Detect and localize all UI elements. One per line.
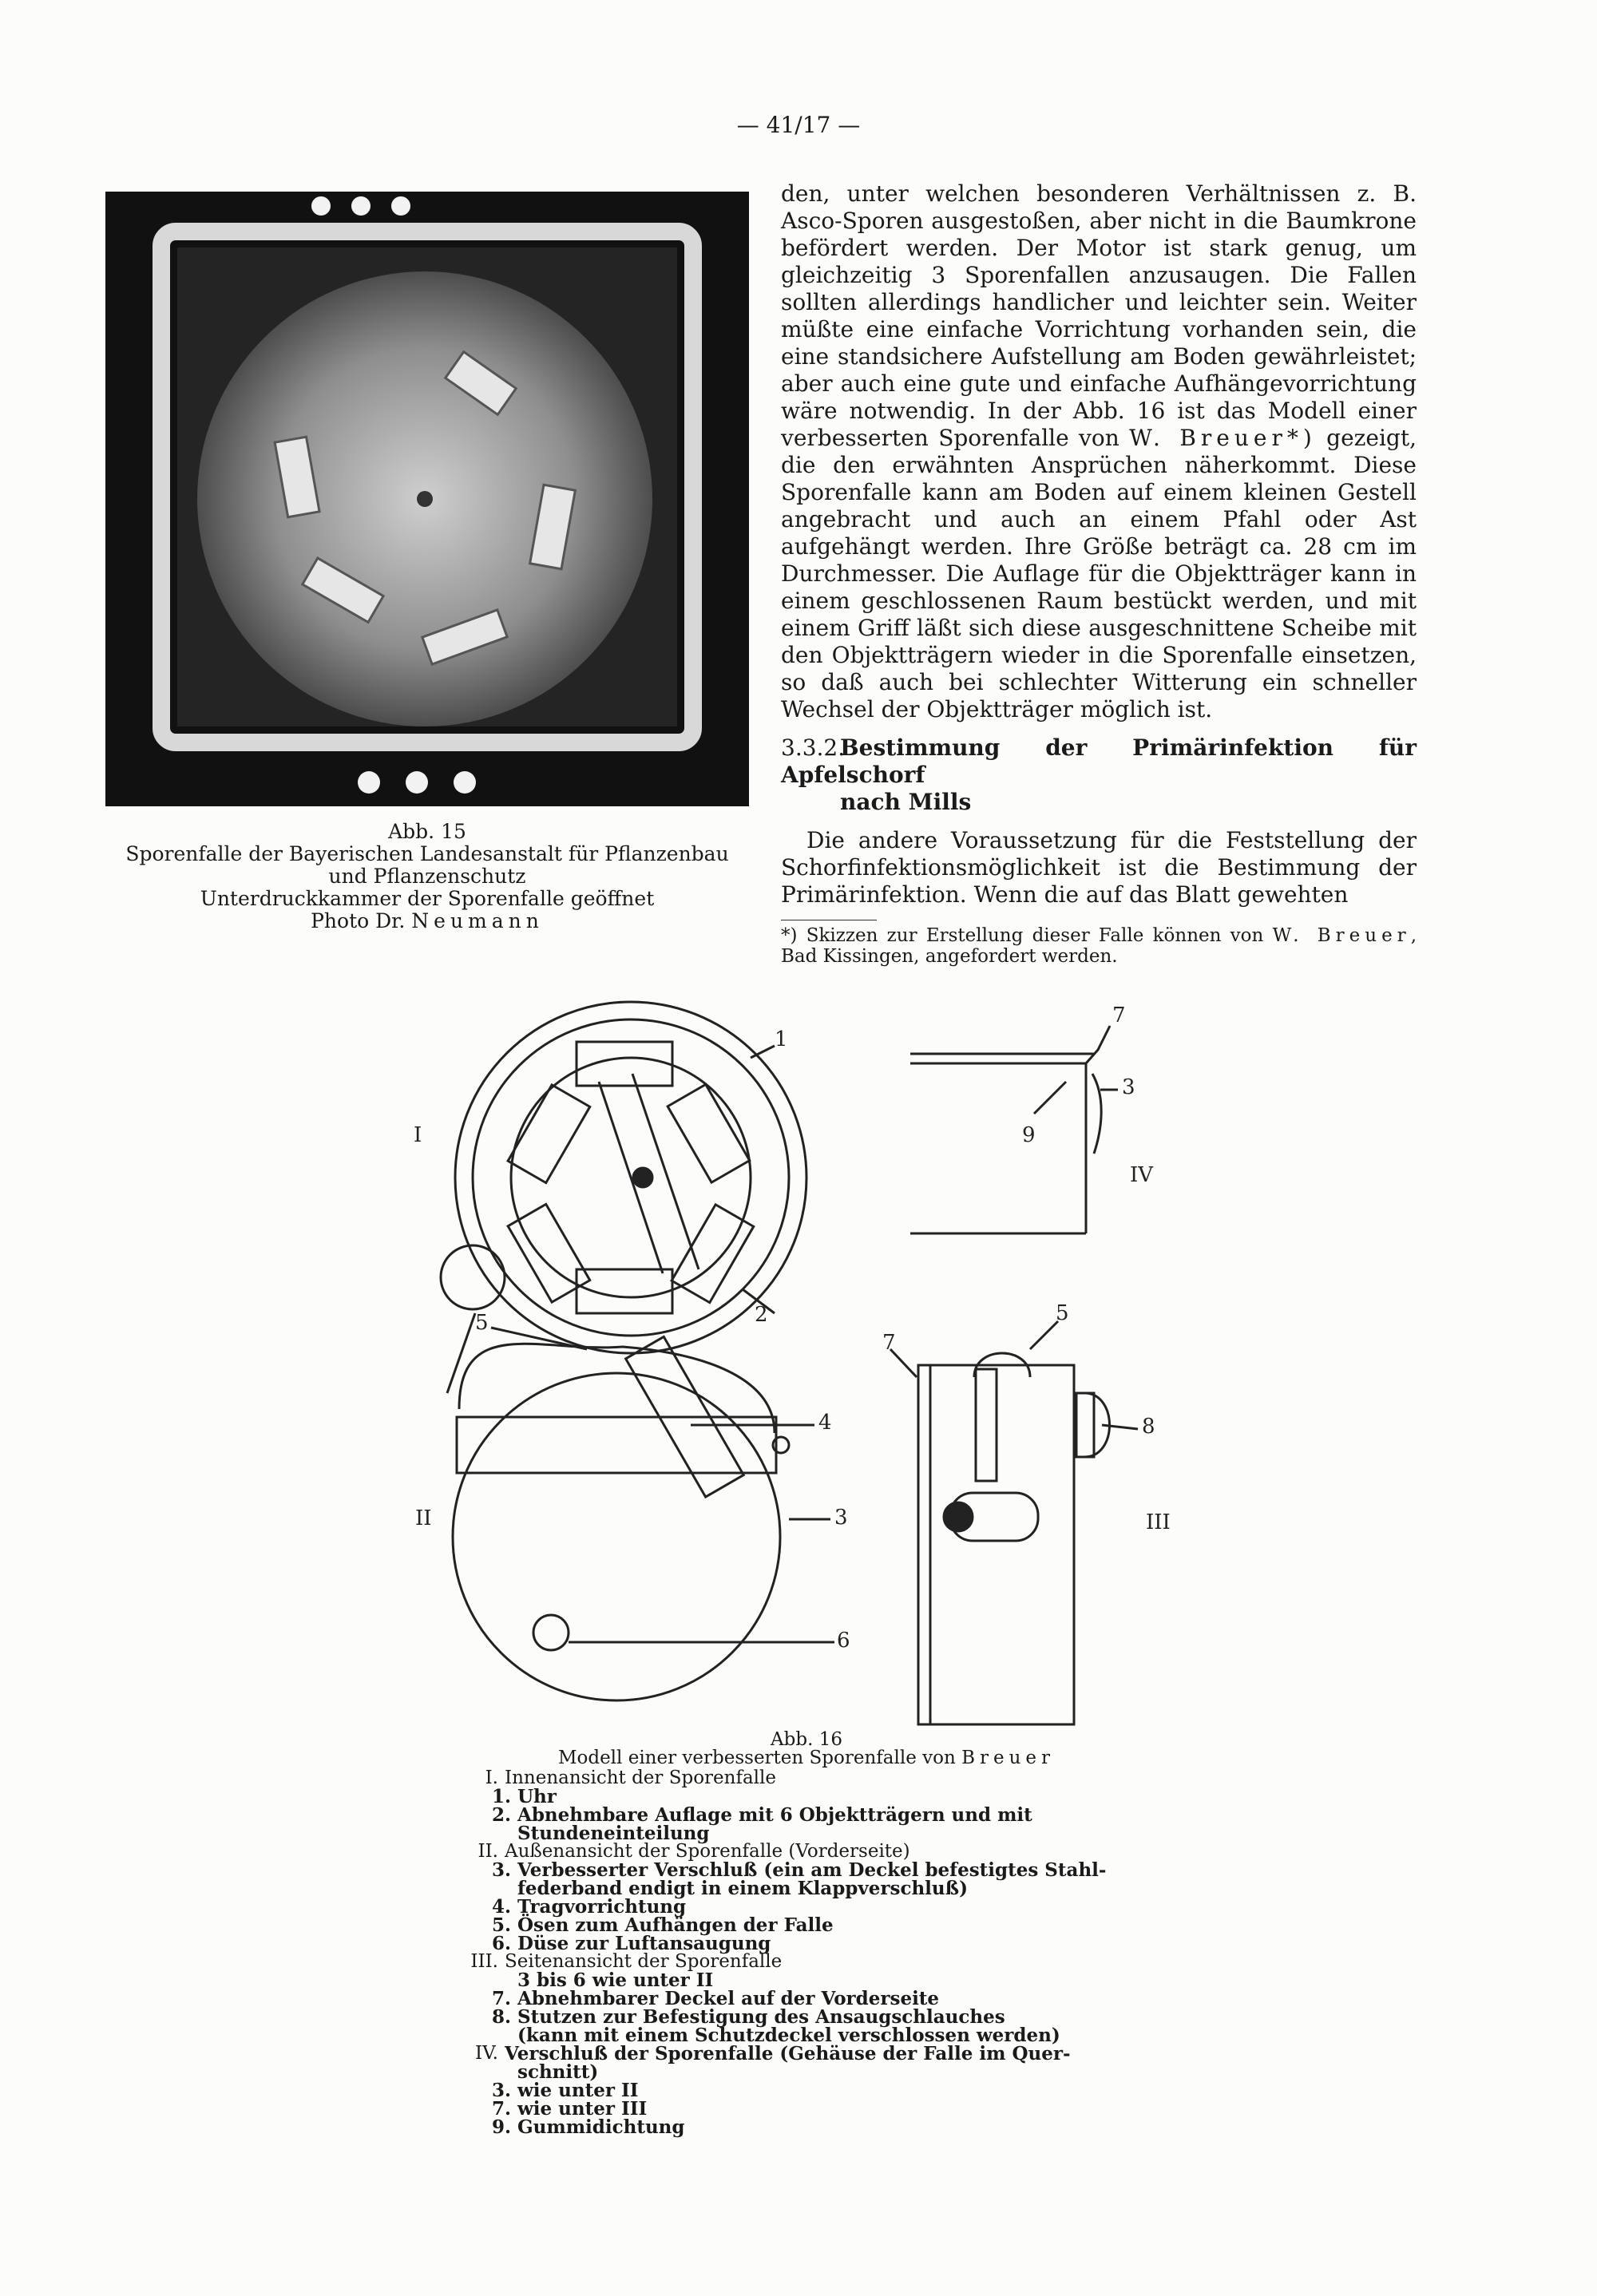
photo-credit-prefix: Photo Dr.	[311, 909, 412, 932]
legend-item-text: Abnehmbarer Deckel auf der Vorderseite	[517, 1988, 940, 2009]
paragraph-text: den, unter welchen besonderen Verhältnissen z. B. Asco-Sporen ausgestoßen, aber nicht in die Baumkrone befördert werden. Der Motor ist stark genug, um gleichzeitig 3 Sporenfallen anzusaugen. Die Fallen sollten allerdings handlicher und leichter sein. Weiter müßte eine einfache Vorrichtung vorhanden sein, die eine standsichere Aufstellung am Boden gewährleistet; aber auch eine gute und einfache Aufhängevorrichtung wäre notwendig. In der Abb. 16 ist das Modell einer verbesserten Sporenfalle von	[781, 180, 1417, 451]
legend-item-number: 7.	[491, 2098, 511, 2120]
figure-16-label: Abb. 16	[771, 1729, 842, 1750]
legend-group-i	[447, 1769, 1166, 1843]
figure-15-caption-line: Unterdruckkammer der Sporenfalle geöffnet	[200, 887, 655, 910]
legend-item-number: 9.	[491, 2116, 511, 2138]
legend-group-iii	[447, 1953, 1166, 2045]
legend-item-text: Tragvorrichtung	[517, 1896, 687, 1918]
section-number: 3.3.2.	[781, 734, 846, 761]
legend-item-text: Verbesserter Verschluß (ein am Deckel befestigtes Stahl-	[517, 1859, 1107, 1881]
figure-15-label: Abb. 15	[388, 820, 466, 843]
legend-group-number: I.	[485, 1768, 498, 1788]
part-number: 7	[1112, 1004, 1126, 1027]
view-iii-side	[890, 1321, 1138, 1724]
part-number: 3	[834, 1506, 848, 1530]
figure-16-title-author: Breuer	[961, 1748, 1056, 1768]
legend-item-number: 6.	[491, 1933, 511, 1954]
part-number: 3	[1122, 1075, 1135, 1099]
figure-16-caption	[447, 1731, 1166, 2136]
spore-trap-photo-illustration	[105, 192, 749, 806]
part-number: 9	[1022, 1123, 1036, 1147]
figure-15-caption	[105, 821, 749, 932]
legend-item-number: 5.	[491, 1914, 511, 1936]
right-column-text	[781, 180, 1417, 967]
legend-item-number	[489, 1879, 517, 1898]
figure-15-photo	[105, 192, 749, 806]
legend-item-number	[489, 1971, 517, 1989]
view-iv-section	[910, 1026, 1118, 1233]
legend-group-title: Verschluß der Sporenfalle (Gehäuse der Falle im Quer-	[505, 2043, 1071, 2064]
figure-16-drawing	[399, 994, 1198, 1736]
section-title-continued: nach Mills	[840, 789, 972, 815]
section-title: Bestimmung der Primärinfektion für Apfelschorf	[781, 734, 1417, 788]
part-number: 4	[818, 1411, 832, 1435]
legend-item-text: (kann mit einem Schutzdeckel verschlossen werden)	[517, 2025, 1060, 2046]
view-i-inner	[441, 1002, 806, 1353]
photo-credit-name: Neumann	[411, 909, 544, 932]
legend-item-number	[489, 2026, 517, 2045]
part-number: 1	[775, 1027, 788, 1051]
section-heading	[781, 734, 1417, 789]
body-paragraph: Die andere Voraussetzung für die Feststellung der Schorfinfektionsmöglichkeit ist die Bestimmung der Primärinfektion. Wenn die auf das Blatt gewehten	[781, 827, 1417, 908]
legend-item-number: 3.	[491, 1859, 511, 1881]
legend-item-text: wie unter III	[517, 2098, 648, 2120]
legend-item-text: Abnehmbare Auflage mit 6 Objektträgern und mit	[517, 1804, 1032, 1826]
figure-15-photo-credit	[105, 910, 749, 932]
legend-item-text: Stutzen zur Befestigung des Ansaugschlauches	[517, 2006, 1005, 2028]
footnote-author: W. Breuer	[1272, 925, 1411, 946]
legend-item-text: wie unter II	[517, 2080, 639, 2101]
legend-item-text: federband endigt in einem Klappverschluß)	[517, 1878, 968, 1899]
legend-group-title: Seitenansicht der Sporenfalle	[505, 1951, 783, 1972]
legend-group-ii	[447, 1843, 1166, 1953]
legend-item-text: schnitt)	[517, 2061, 599, 2083]
figure-16-title-text: Modell einer verbesserten Sporenfalle von	[557, 1748, 962, 1768]
legend-group-number: III.	[470, 1951, 498, 1972]
footnote	[781, 925, 1417, 967]
figure-16-title	[447, 1749, 1166, 1768]
part-number: 2	[755, 1303, 768, 1327]
paragraph-text: gezeigt, die den erwähnten Ansprüchen näherkommt. Diese Sporenfalle kann am Boden auf einem kleinen Gestell angebracht und auch an einem Pfahl oder Ast aufgehängt werden. Ihre Größe beträgt ca. 28 cm im Durchmesser. Die Auflage für die Objektträger kann in einem geschlossenen Raum bestückt werden, und mit einem Griff läßt sich diese ausgeschnittene Scheibe mit den Objektträgern wieder in die Sporenfalle einsetzen, so daß auch bei schlechter Witterung ein schneller Wechsel der Objektträger möglich ist.	[781, 425, 1417, 722]
legend-item-number: 8.	[491, 2006, 511, 2028]
part-number: 5	[1056, 1301, 1069, 1325]
legend-item-text: 3 bis 6 wie unter II	[517, 1969, 714, 1991]
legend-group-title: Innenansicht der Sporenfalle	[505, 1768, 777, 1788]
legend-item-number	[489, 1824, 517, 1843]
view-ii-front	[447, 1313, 834, 1700]
footnote-text: *) Skizzen zur Erstellung dieser Falle können von	[781, 925, 1273, 946]
view-label: I	[414, 1123, 422, 1147]
figure-15-caption-line: Sporenfalle der Bayerischen Landesanstalt für Pflanzenbau	[125, 842, 729, 865]
legend-item-number: 1.	[491, 1786, 511, 1807]
legend-item-number: 3.	[491, 2080, 511, 2101]
view-label: IV	[1130, 1163, 1154, 1187]
body-paragraph	[781, 180, 1417, 723]
legend-item-number: 2.	[491, 1804, 511, 1826]
legend-item-number: 7.	[491, 1988, 511, 2009]
legend-group-number: IV.	[475, 2043, 498, 2064]
legend-group-iv	[447, 2045, 1166, 2136]
part-number: 7	[882, 1331, 896, 1355]
legend-item-number: 4.	[491, 1896, 511, 1918]
part-number: 8	[1142, 1415, 1155, 1439]
legend-item-text: Uhr	[517, 1786, 557, 1807]
legend-group-title: Außenansicht der Sporenfalle (Vorderseite)	[505, 1841, 910, 1862]
view-label: III	[1146, 1510, 1171, 1534]
legend-item-text: Düse zur Luftansaugung	[517, 1933, 771, 1954]
footnote-text: , Bad Kissingen, angefordert werden.	[781, 925, 1417, 967]
part-number: 5	[475, 1311, 489, 1335]
legend-item-number	[489, 2063, 517, 2081]
page-number: — 41/17 —	[736, 112, 861, 138]
figure-15-caption-line: und Pflanzenschutz	[328, 865, 526, 888]
legend-item-text: Ösen zum Aufhängen der Falle	[517, 1914, 834, 1936]
legend-item-text: Stundeneinteilung	[517, 1823, 710, 1844]
legend-group-number: II.	[478, 1841, 498, 1862]
view-label: II	[415, 1506, 432, 1530]
part-number: 6	[837, 1629, 850, 1653]
author-name: W. Breuer*)	[1129, 425, 1317, 451]
legend-item-text: Gummidichtung	[517, 2116, 685, 2138]
